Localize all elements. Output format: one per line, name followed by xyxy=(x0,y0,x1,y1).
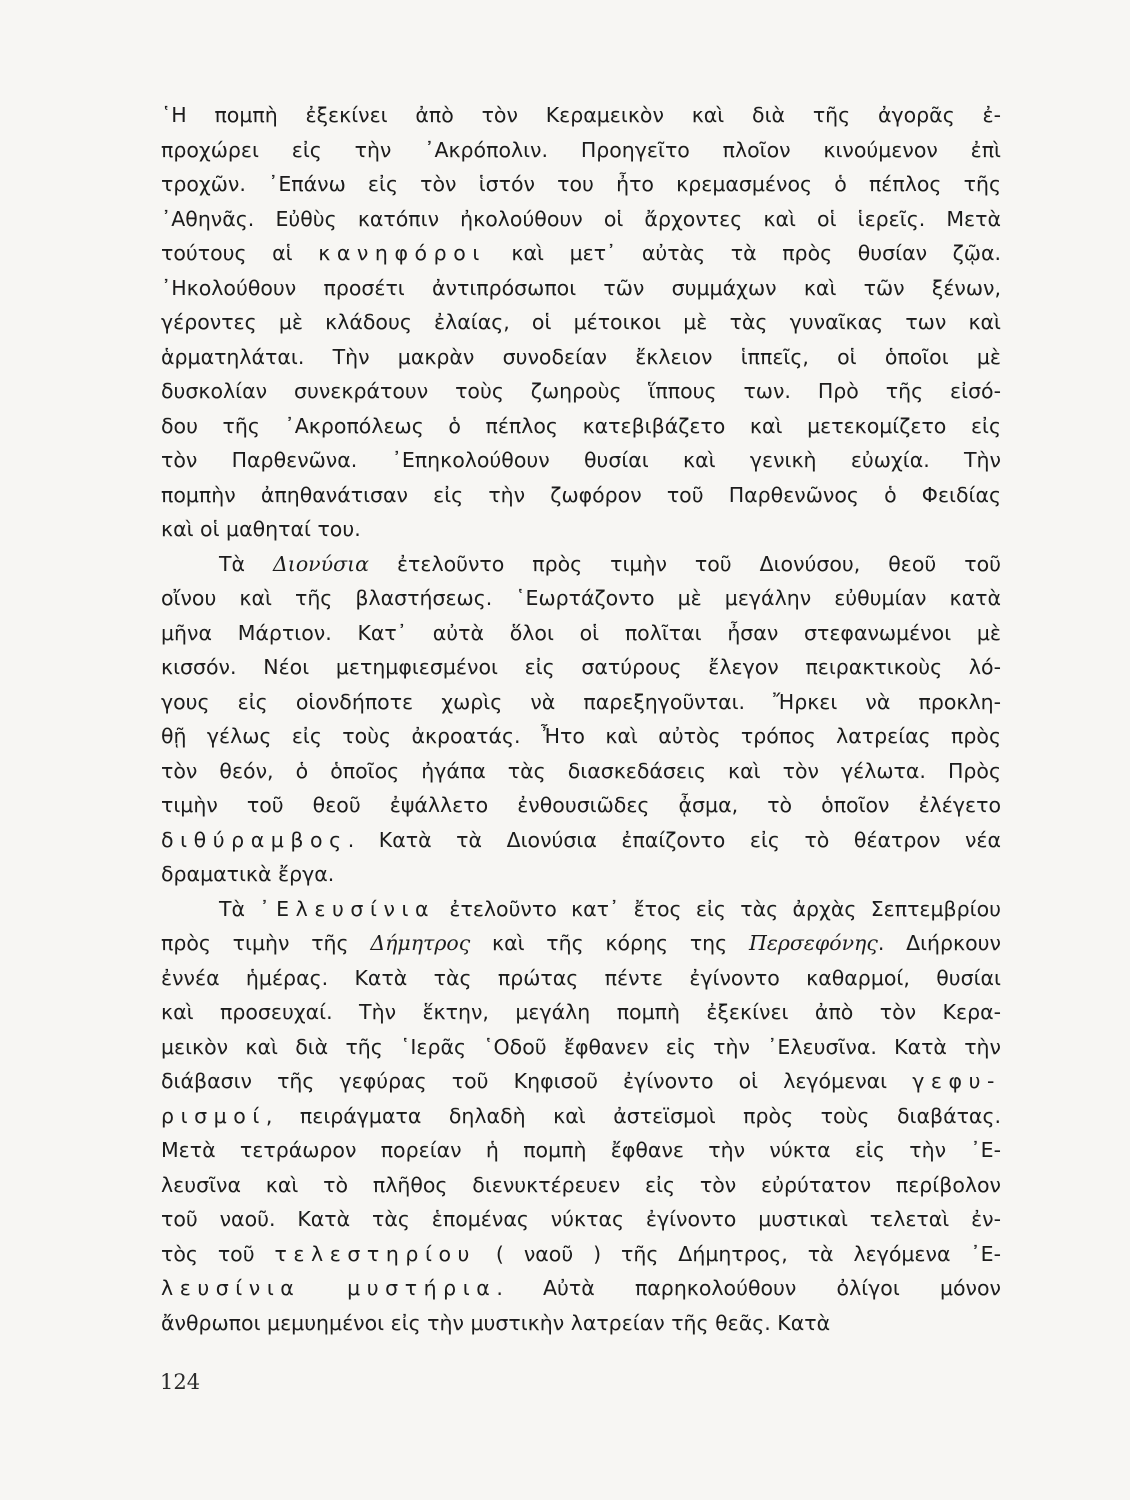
spaced-term: διθύραμβος xyxy=(161,827,348,852)
text-run: . Αὐτὰ παρηκολούθουν ὀλίγοι μόνον xyxy=(496,1276,1001,1300)
text-run: Μετὰ τετράωρον πορείαν ἡ πομπὴ ἔφθανε τὴν νύκτα εἰς τὴν ᾿Ε- xyxy=(161,1138,1001,1162)
text-line xyxy=(161,857,1001,892)
text-run: τοῦ ναοῦ. Κατὰ τὰς ἑπομένας νύκτας ἐγίνοντο μυστικαὶ τελεταὶ ἐν- xyxy=(161,1207,1001,1231)
text-run: ἁρματηλάται. Τὴν μακρὰν συνοδείαν ἔκλειον ἱππεῖς, οἱ ὁποῖοι μὲ xyxy=(161,344,1001,369)
text-line xyxy=(161,1168,1001,1203)
text-line xyxy=(161,823,1001,858)
text-run: , πειράγματα δηλαδὴ καὶ ἀστεϊσμοὶ πρὸς τοὺς διαβάτας. xyxy=(265,1103,1001,1128)
text-run: γέροντες μὲ κλάδους ἐλαίας, οἱ μέτοικοι μὲ τὰς γυναῖκας των καὶ xyxy=(161,310,1001,334)
text-line xyxy=(161,271,1001,306)
text-run: ἐτελοῦντο πρὸς τιμὴν τοῦ Διονύσου, θεοῦ τοῦ xyxy=(368,551,1001,576)
text-run: τροχῶν. ᾿Επάνω εἰς τὸν ἱστόν του ἦτο κρεμασμένος ὁ πέπλος τῆς xyxy=(161,172,1001,196)
text-run: δου τῆς ᾿Ακροπόλεως ὁ πέπλος κατεβιβάζετο καὶ μετεκομίζετο εἰς xyxy=(161,413,1001,438)
text-line xyxy=(161,512,1001,547)
text-line xyxy=(161,719,1001,754)
spaced-term: ᾿Ελευσίνια xyxy=(259,896,436,921)
text-run: ᾿Αθηνᾶς. Εὐθὺς κατόπιν ἠκολούθουν οἱ ἄρχοντες καὶ οἱ ἱερεῖς. Μετὰ xyxy=(161,206,1001,231)
text-run: Τὰ xyxy=(219,896,260,921)
text-run: ἄνθρωποι μεμυημένοι εἰς τὴν μυστικὴν λατρείαν τῆς θεᾶς. Κατὰ xyxy=(161,1310,831,1335)
paragraph-3 xyxy=(161,892,1001,1341)
text-run: καὶ προσευχαί. Τὴν ἕκτην, μεγάλη πομπὴ ἐξεκίνει ἀπὸ τὸν Κερα- xyxy=(161,1000,1001,1024)
text-line xyxy=(161,340,1001,375)
text-run: πομπὴν ἀπηθανάτισαν εἰς τὴν ζωφόρον τοῦ Παρθενῶνος ὁ Φειδίας xyxy=(161,482,1001,507)
spaced-term: λευσίνια μυστήρια xyxy=(161,1276,497,1300)
spaced-term: κανηφόροι xyxy=(318,241,486,265)
text-run: . Κατὰ τὰ Διονύσια ἐπαίζοντο εἰς τὸ θέατρον νέα xyxy=(347,827,1001,852)
text-line xyxy=(161,581,1001,616)
spaced-term: τελεστηρίου xyxy=(274,1241,476,1266)
text-line xyxy=(161,202,1001,237)
text-run: οἴνου καὶ τῆς βλαστήσεως. ῾Εωρτάζοντο μὲ μεγάλην εὐθυμίαν κατὰ xyxy=(161,586,1001,610)
text-run: τούτους αἱ xyxy=(161,241,319,265)
text-line xyxy=(161,98,1001,133)
text-line xyxy=(161,926,1001,961)
text-run: καὶ τῆς κόρης της xyxy=(470,931,749,955)
text-line xyxy=(161,892,1001,927)
text-line xyxy=(161,547,1001,582)
text-run: δυσκολίαν συνεκράτουν τοὺς ζωηροὺς ἵππους των. Πρὸ τῆς εἰσό- xyxy=(161,379,1001,403)
text-line xyxy=(161,650,1001,685)
text-line xyxy=(161,1202,1001,1237)
text-run: ἐτελοῦντο κατ᾿ ἔτος εἰς τὰς ἀρχὰς Σεπτεμβρίου xyxy=(435,896,1001,921)
text-run: καὶ οἱ μαθηταί του. xyxy=(161,517,361,541)
text-line xyxy=(161,443,1001,478)
text-line xyxy=(161,961,1001,996)
text-run: γους εἰς οἱονδήποτε χωρὶς νὰ παρεξηγοῦνται. Ἤρκει νὰ προκλη- xyxy=(161,689,1001,714)
text-line xyxy=(161,133,1001,168)
text-line xyxy=(161,1237,1001,1272)
text-line xyxy=(161,167,1001,202)
text-line xyxy=(161,1306,1001,1341)
text-line xyxy=(161,754,1001,789)
text-line xyxy=(161,1030,1001,1065)
text-run: . Διήρκουν xyxy=(877,931,1001,955)
spaced-term: ρισμοί xyxy=(161,1103,266,1128)
text-line xyxy=(161,1064,1001,1099)
paragraph-2 xyxy=(161,547,1001,892)
text-run: διάβασιν τῆς γεφύρας τοῦ Κηφισοῦ ἐγίνοντο οἱ λεγόμεναι xyxy=(161,1069,913,1093)
text-run: μεικὸν καὶ διὰ τῆς ῾Ιερᾶς ῾Οδοῦ ἔφθανεν εἰς τὴν ᾿Ελευσῖνα. Κατὰ τὴν xyxy=(161,1034,1001,1059)
text-run: ἐννέα ἡμέρας. Κατὰ τὰς πρώτας πέντε ἐγίνοντο καθαρμοί, θυσίαι xyxy=(161,965,1001,990)
text-line xyxy=(161,1099,1001,1134)
text-run: πρὸς τιμὴν τῆς xyxy=(161,931,371,955)
spaced-term: γεφυ- xyxy=(912,1069,1001,1093)
text-line xyxy=(161,788,1001,823)
text-line xyxy=(161,1133,1001,1168)
text-line xyxy=(161,478,1001,513)
text-run: τὸν Παρθενῶνα. ᾿Επηκολούθουν θυσίαι καὶ γενικὴ εὐωχία. Τὴν xyxy=(161,448,1001,472)
text-line xyxy=(161,995,1001,1030)
text-line xyxy=(161,685,1001,720)
text-run: δραματικὰ ἔργα. xyxy=(161,862,335,886)
text-run: ( ναοῦ ) τῆς Δήμητρος, τὰ λεγόμενα ᾿Ε- xyxy=(475,1241,1001,1266)
text-run: ᾿Ηκολούθουν προσέτι ἀντιπρόσωποι τῶν συμμάχων καὶ τῶν ξένων, xyxy=(161,275,1001,300)
text-run: τὸς τοῦ xyxy=(161,1241,275,1266)
text-run: θῇ γέλως εἰς τοὺς ἀκροατάς. Ἦτο καὶ αὐτὸς τρόπος λατρείας πρὸς xyxy=(161,724,1001,748)
body-text xyxy=(161,98,1001,1340)
text-line xyxy=(161,616,1001,651)
text-run: τιμὴν τοῦ θεοῦ ἐψάλλετο ἐνθουσιῶδες ᾆσμα, τὸ ὁποῖον ἐλέγετο xyxy=(161,793,1001,817)
italic-term: Διονύσια xyxy=(273,551,369,576)
text-line xyxy=(161,236,1001,271)
text-run: Τὰ xyxy=(219,551,273,576)
text-line xyxy=(161,374,1001,409)
page-number: 124 xyxy=(160,1370,201,1394)
paragraph-1 xyxy=(161,98,1001,547)
text-run: ῾Η πομπὴ ἐξεκίνει ἀπὸ τὸν Κεραμεικὸν καὶ διὰ τῆς ἀγορᾶς ἐ- xyxy=(161,103,1001,127)
italic-term: Περσεφόνης xyxy=(748,931,878,955)
text-line xyxy=(161,1271,1001,1306)
text-run: κισσόν. Νέοι μετημφιεσμένοι εἰς σατύρους ἔλεγον πειρακτικοὺς λό- xyxy=(161,655,1001,679)
text-run: μῆνα Μάρτιον. Κατ᾿ αὐτὰ ὅλοι οἱ πολῖται ἦσαν στεφανωμένοι μὲ xyxy=(161,620,1001,645)
text-run: προχώρει εἰς τὴν ᾿Ακρόπολιν. Προηγεῖτο πλοῖον κινούμενον ἐπὶ xyxy=(161,137,1001,162)
text-run: λευσῖνα καὶ τὸ πλῆθος διενυκτέρευεν εἰς τὸν εὐρύτατον περίβολον xyxy=(161,1172,1001,1197)
text-run: καὶ μετ᾿ αὐτὰς τὰ πρὸς θυσίαν ζῷα. xyxy=(485,241,1001,265)
text-run: τὸν θεόν, ὁ ὁποῖος ἠγάπα τὰς διασκεδάσεις καὶ τὸν γέλωτα. Πρὸς xyxy=(161,758,1001,783)
text-line xyxy=(161,409,1001,444)
text-line xyxy=(161,305,1001,340)
italic-term: Δήμητρος xyxy=(370,931,471,955)
